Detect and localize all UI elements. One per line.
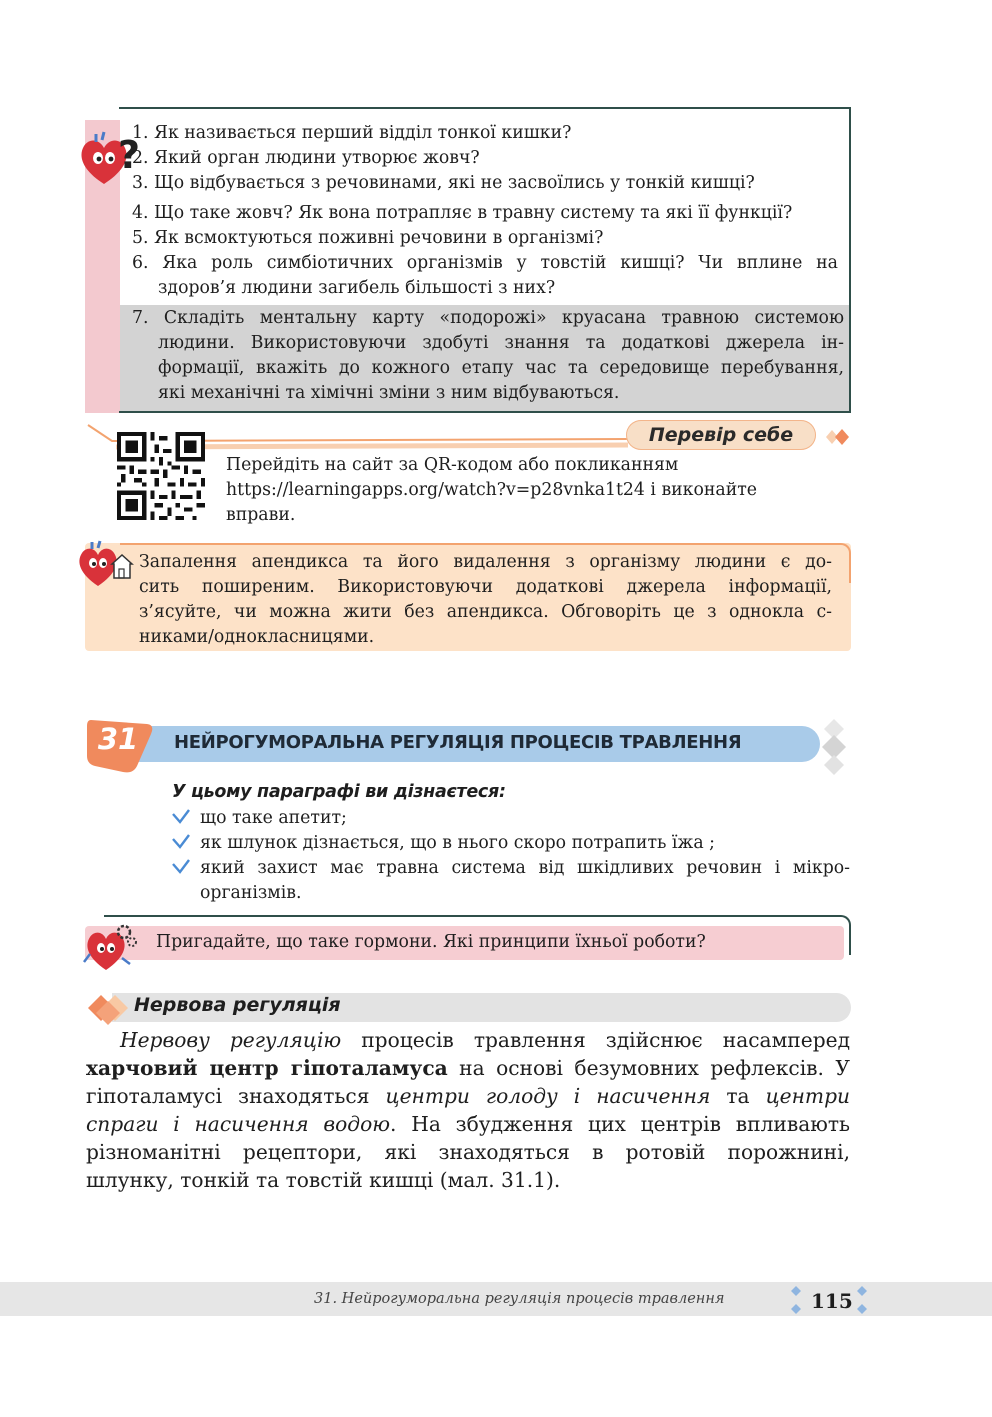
appendix-line-2: сить поширеним. Використовуючи додаткові джерела інформації,	[139, 577, 832, 597]
learn-item-2: як шлунок дізнається, що в нього скоро потрапить їжа ;	[200, 833, 715, 853]
section-title: Нервова регуляція	[134, 994, 341, 1016]
question-1: 1. Як називається перший відділ тонкої кишки?	[132, 123, 572, 143]
footer-diamonds-right-icon	[855, 1284, 869, 1318]
term-centers: центри	[765, 1084, 850, 1108]
learn-title: У цьому параграфі ви дізнаєтеся:	[172, 782, 506, 802]
appendix-line-4: никами/однокласницями.	[139, 627, 375, 647]
check-yourself-badge	[626, 420, 816, 450]
check-yourself-label: Перевір себе	[648, 424, 794, 446]
body-line-4	[86, 1110, 850, 1138]
question-7-cont-2: формації, вкажіть до кожного етапу час та середовище перебування,	[158, 358, 844, 378]
page-number: 115	[811, 1289, 853, 1313]
diamonds-icon	[818, 426, 852, 448]
learn-item-3: який захист має травна система від шкідливих речовин і мікро-	[200, 858, 850, 878]
question-4: 4. Що таке жовч? Як вона потрапляє в травну систему та які її функції?	[132, 203, 793, 223]
term-nervous-regulation: Нервову регуляцію	[120, 1028, 342, 1052]
body-text: . На збудження цих центрів впливають	[390, 1112, 850, 1136]
term-thirst-centers: спраги і насичення водою	[86, 1112, 391, 1136]
body-text: процесів травлення здійснює насамперед	[341, 1028, 850, 1052]
svg-text:?: ?	[118, 133, 141, 177]
check-link[interactable]: https://learningapps.org/watch?v=p28vnka1t24 і виконайте	[226, 480, 758, 500]
running-title: 31. Нейрогуморальна регуляція процесів травлення	[314, 1291, 725, 1307]
question-7-cont-3: які механічні та хімічні зміни з ним відбуваються.	[158, 383, 620, 403]
question-7: 7. Складіть ментальну карту «подорожі» круасана травною системою	[132, 308, 844, 328]
question-6-cont: здоров’я людини загибель більшості з них?	[158, 278, 556, 298]
appendix-line-1: Запалення апендикса та його видалення з організму людини є до-	[139, 552, 832, 572]
question-6: 6. Яка роль симбіотичних організмів у товстій кишці? Чи вплине на	[132, 253, 838, 273]
term-hunger-centers: центри голоду і насичення	[385, 1084, 711, 1108]
learn-item-1: що таке апетит;	[200, 808, 347, 828]
body-line-1	[86, 1026, 850, 1054]
paragraph-number: 31	[97, 722, 139, 756]
body-line-5: різноманітні рецептори, які знаходяться в ротовій порожнині,	[86, 1140, 850, 1164]
remember-text: Пригадайте, що таке гормони. Які принципи їхньої роботи?	[156, 932, 706, 952]
footer-diamonds-left-icon	[789, 1284, 803, 1318]
heart-house-icon	[74, 538, 134, 590]
checkmark-icon	[170, 833, 192, 851]
section-diamonds-icon	[84, 989, 132, 1027]
question-7-cont-1: людини. Використовуючи здобуті знання та додаткові джерела ін-	[158, 333, 844, 353]
check-instruction-1: Перейдіть на сайт за QR-кодом або покликанням	[226, 455, 679, 475]
paragraph-title: НЕЙРОГУМОРАЛЬНА РЕГУЛЯЦІЯ ПРОЦЕСІВ ТРАВЛЕННЯ	[174, 732, 742, 753]
body-line-6: шлунку, тонкій та товстій кишці (мал. 31.1).	[86, 1168, 561, 1192]
body-text: гіпоталамусі знаходяться	[86, 1084, 386, 1108]
question-3: 3. Що відбувається з речовинами, які не засвоїлись у тонкій кишці?	[132, 173, 755, 193]
learn-item-3-cont: організмів.	[200, 883, 302, 903]
heart-gears-icon	[82, 918, 142, 974]
body-line-3	[86, 1082, 850, 1110]
body-line-2	[86, 1054, 850, 1082]
heart-question-icon	[74, 128, 141, 190]
question-5: 5. Як всмоктуються поживні речовини в організмі?	[132, 228, 604, 248]
checkmark-icon	[170, 858, 192, 876]
question-2: 2. Який орган людини утворює жовч?	[132, 148, 480, 168]
appendix-line-3: з’ясуйте, чи можна жити без апендикса. Обговоріть це з однокла с-	[139, 602, 832, 622]
qr-code-image[interactable]	[117, 432, 205, 520]
checkmark-icon	[170, 808, 192, 826]
body-text: на основі безумовних рефлексів. У	[447, 1056, 850, 1080]
body-text: та	[710, 1084, 766, 1108]
term-food-center: харчовий центр гіпоталамуса	[86, 1056, 448, 1080]
paragraph-diamonds-icon	[814, 717, 854, 777]
check-instruction-2: вправи.	[226, 505, 296, 525]
